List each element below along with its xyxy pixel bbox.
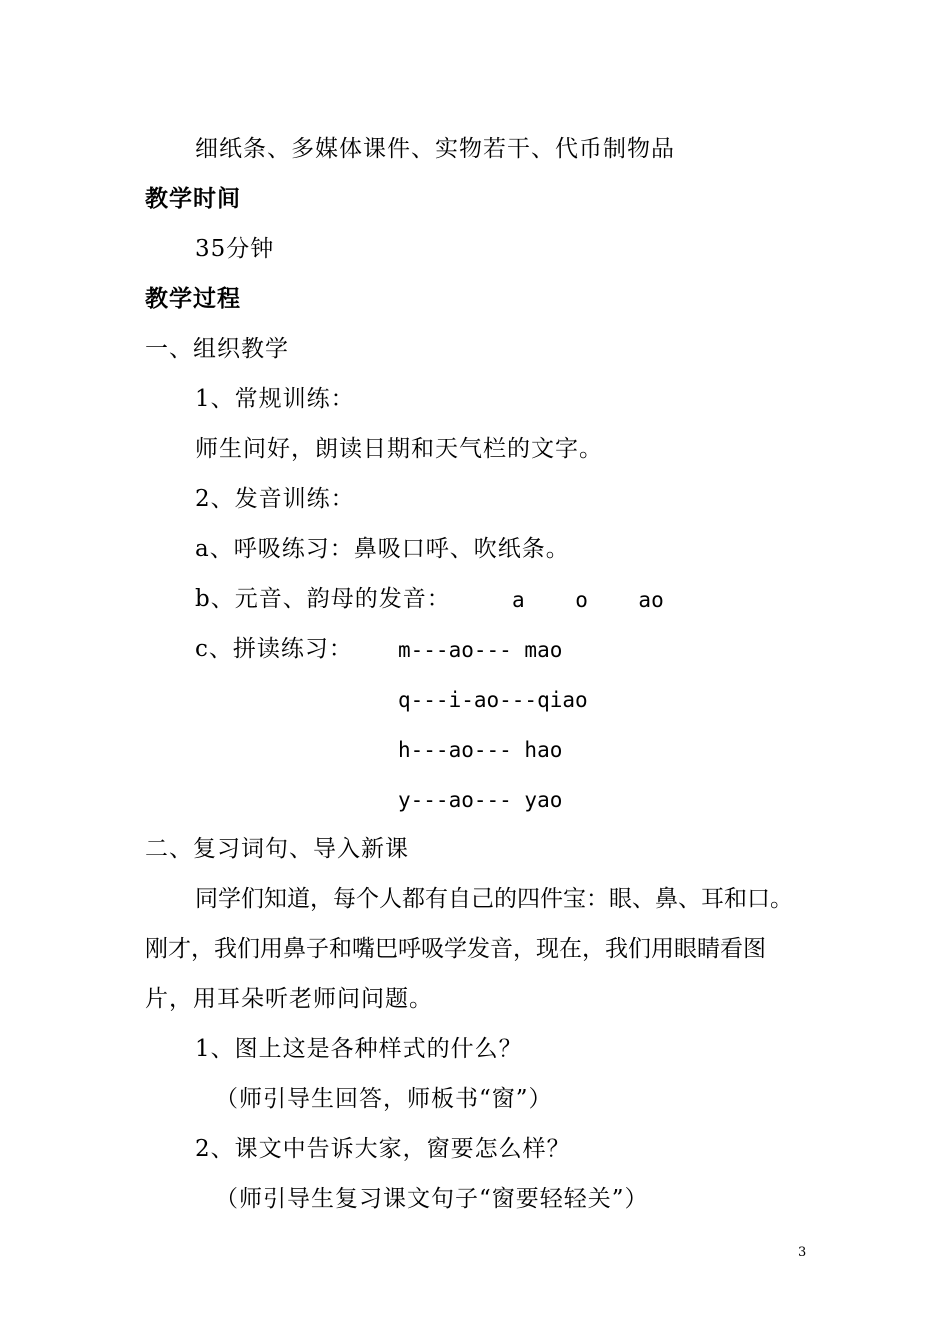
vowel-practice-letters: a o ao	[512, 588, 664, 612]
paragraph-line-1: 同学们知道，每个人都有自己的四件宝：眼、鼻、耳和口。	[195, 886, 793, 912]
page-number: 3	[798, 1245, 807, 1260]
paragraph-line-3: 片，用耳朵听老师问问题。	[145, 986, 433, 1012]
breathing-practice: a、呼吸练习：鼻吸口呼、吹纸条。	[195, 536, 570, 562]
teaching-time-value: 35分钟	[195, 236, 275, 262]
question-2: 2、课文中告诉大家，窗要怎么样？	[195, 1136, 571, 1162]
spelling-hao: h---ao--- hao	[398, 738, 563, 762]
vowel-practice-label: b、元音、韵母的发音：	[195, 586, 451, 612]
heading-teaching-time: 教学时间	[145, 185, 241, 212]
step-routine-training: 1、常规训练：	[195, 386, 355, 412]
spelling-yao: y---ao--- yao	[398, 788, 563, 812]
paragraph-line-2: 刚才，我们用鼻子和嘴巴呼吸学发音，现在，我们用眼睛看图	[145, 936, 766, 962]
spelling-mao: m---ao--- mao	[398, 638, 563, 662]
question-2-note: （师引导生复习课文句子“窗要轻轻关”）	[215, 1186, 649, 1212]
step-pronunciation-training: 2、发音训练：	[195, 486, 355, 512]
spelling-practice-label: c、拼读练习：	[195, 636, 353, 662]
spelling-qiao: q---i-ao---qiao	[398, 688, 588, 712]
section-two-title: 二、复习词句、导入新课	[145, 836, 409, 862]
greeting-text: 师生问好，朗读日期和天气栏的文字。	[195, 436, 603, 462]
question-1-note: （师引导生回答，师板书“窗”）	[215, 1086, 553, 1112]
section-one-title: 一、组织教学	[145, 336, 289, 362]
materials-text: 细纸条、多媒体课件、实物若干、代币制物品	[195, 136, 675, 162]
question-1: 1、图上这是各种样式的什么？	[195, 1036, 523, 1062]
heading-teaching-process: 教学过程	[145, 285, 241, 312]
